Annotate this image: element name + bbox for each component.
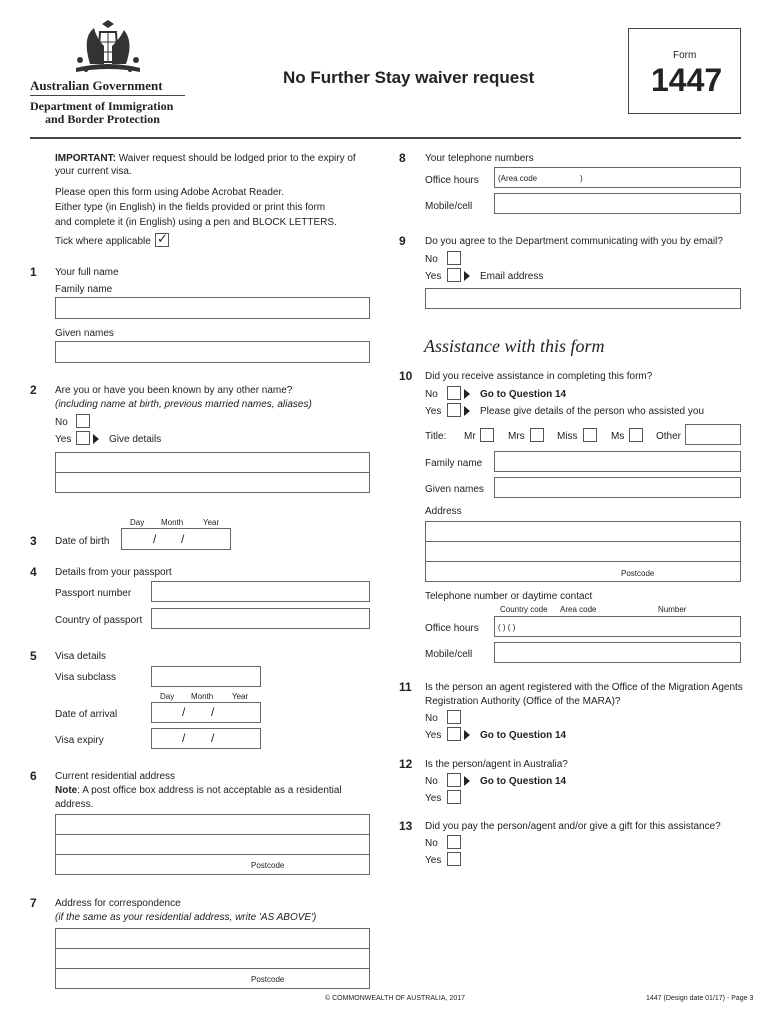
residential-address-line-2[interactable]	[55, 834, 370, 855]
q13-number: 13	[399, 819, 413, 833]
q10-no-checkbox[interactable]	[447, 386, 461, 400]
q10-phone-label: Telephone number or daytime contact	[425, 591, 593, 602]
q6-note-text-2: address.	[55, 799, 94, 810]
q13-no-label: No	[425, 838, 438, 849]
q7-label: Address for correspondence	[55, 898, 181, 909]
q2-number: 2	[30, 383, 37, 397]
q10-title-label: Title:	[425, 431, 447, 442]
q2-no-checkbox[interactable]	[76, 414, 90, 428]
q13-yes-checkbox[interactable]	[447, 852, 461, 866]
q5-number: 5	[30, 649, 37, 663]
q11-no-checkbox[interactable]	[447, 710, 461, 724]
q9-no-label: No	[425, 254, 438, 265]
q2-yes-checkbox[interactable]	[76, 431, 90, 445]
q2-arrow-icon	[93, 434, 99, 444]
q11-goto-q14: Go to Question 14	[480, 730, 567, 741]
copyright-notice: © COMMONWEALTH OF AUSTRALIA, 2017	[325, 995, 465, 1002]
q13-no-checkbox[interactable]	[447, 835, 461, 849]
q10-family-name-label: Family name	[425, 458, 483, 469]
form-number: 1447	[651, 62, 723, 98]
form-label: Form	[673, 50, 697, 61]
instruction-line-3: and complete it (in English) using a pen and BLOCK LETTERS.	[55, 217, 337, 228]
q10-mr-label: Mr	[464, 431, 476, 442]
q10-label: Did you receive assistance in completing this form?	[425, 371, 653, 382]
q10-office-hours-label: Office hours	[425, 623, 479, 634]
q9-yes-label: Yes	[425, 271, 442, 282]
passport-country-input[interactable]	[151, 608, 370, 629]
q11-no-label: No	[425, 713, 438, 724]
q10-other-title-input[interactable]	[685, 424, 741, 445]
q12-arrow-icon	[464, 776, 470, 786]
q1-label: Your full name	[55, 267, 119, 278]
department-line1: Department of Immigration	[30, 99, 174, 113]
q9-number: 9	[399, 234, 406, 248]
dob-slash-1: /	[153, 532, 157, 546]
arrival-slash-1: /	[182, 705, 186, 719]
q2-label: Are you or have you been known by any other name?	[55, 385, 293, 396]
q12-no-label: No	[425, 776, 438, 787]
q10-address-label: Address	[425, 506, 462, 517]
q5-month-hint: Month	[191, 692, 214, 701]
expiry-slash-2: /	[211, 731, 215, 745]
important-notice	[55, 153, 356, 164]
q10-ms-label: Ms	[611, 431, 625, 442]
q12-no-checkbox[interactable]	[447, 773, 461, 787]
q9-arrow-icon	[464, 271, 470, 281]
correspondence-address-line-3[interactable]	[55, 968, 370, 989]
q3-number: 3	[30, 534, 37, 548]
dob-slash-2: /	[181, 532, 185, 546]
given-names-input[interactable]	[55, 341, 370, 363]
arrival-slash-2: /	[211, 705, 215, 719]
q3-month-hint: Month	[161, 518, 184, 527]
q10-given-names-input[interactable]	[494, 477, 741, 498]
q10-number-hint: Number	[658, 605, 687, 614]
q2-details-input-1[interactable]	[55, 452, 370, 473]
government-crest	[66, 20, 150, 76]
q11-label-1: Is the person an agent registered with the Office of the Migration Agents	[425, 682, 743, 693]
q4-label: Details from your passport	[55, 567, 172, 578]
page-title: No Further Stay waiver request	[283, 68, 535, 87]
q2-details-input-2[interactable]	[55, 472, 370, 493]
q1-number: 1	[30, 265, 37, 279]
q4-number: 4	[30, 565, 37, 579]
date-of-birth-input[interactable]	[121, 528, 231, 550]
q8-label: Your telephone numbers	[425, 153, 534, 164]
q11-label-2: Registration Authority (Office of the MARA)?	[425, 696, 621, 707]
q10-mr-checkbox[interactable]	[480, 428, 494, 442]
passport-country-label: Country of passport	[55, 615, 143, 626]
q10-mrs-label: Mrs	[508, 431, 525, 442]
q10-postcode-label: Postcode	[621, 569, 655, 578]
q13-label: Did you pay the person/agent and/or give a gift for this assistance?	[425, 821, 721, 832]
q5-label: Visa details	[55, 651, 106, 662]
q10-office-code-template: ( ) ( )	[498, 623, 516, 632]
q9-email-input[interactable]	[425, 288, 741, 309]
q3-day-hint: Day	[130, 518, 145, 527]
q9-yes-checkbox[interactable]	[447, 268, 461, 282]
q11-number: 11	[399, 680, 412, 694]
residential-postcode-label: Postcode	[251, 861, 285, 870]
given-names-label: Given names	[55, 328, 114, 339]
instruction-line-2: Either type (in English) in the fields provided or print this form	[55, 202, 326, 213]
correspondence-address-line-2[interactable]	[55, 948, 370, 969]
q3-label: Date of birth	[55, 536, 110, 547]
q8-area-code-hint: (Area code	[498, 174, 538, 183]
visa-expiry-label: Visa expiry	[55, 735, 104, 746]
q10-address-line-1[interactable]	[425, 521, 741, 542]
q12-yes-checkbox[interactable]	[447, 790, 461, 804]
q10-mobile-input[interactable]	[494, 642, 741, 663]
residential-address-line-3[interactable]	[55, 854, 370, 875]
q12-number: 12	[399, 757, 413, 771]
tick-instruction: Tick where applicable	[55, 236, 151, 247]
q10-no-label: No	[425, 389, 438, 400]
q10-family-name-input[interactable]	[494, 451, 741, 472]
department-line2: and Border Protection	[45, 112, 160, 126]
q10-miss-checkbox[interactable]	[583, 428, 597, 442]
passport-number-label: Passport number	[55, 588, 132, 599]
q12-label: Is the person/agent in Australia?	[425, 759, 568, 770]
q9-email-label: Email address	[480, 271, 544, 282]
correspondence-address-line-1[interactable]	[55, 928, 370, 949]
q11-yes-checkbox[interactable]	[447, 727, 461, 741]
important-label: IMPORTANT:	[55, 153, 116, 164]
q2-no-label: No	[55, 417, 68, 428]
q3-year-hint: Year	[203, 518, 220, 527]
q7-number: 7	[30, 896, 37, 910]
correspondence-postcode-label: Postcode	[251, 975, 285, 984]
q10-office-hours-input[interactable]	[494, 616, 741, 637]
q10-mrs-checkbox[interactable]	[530, 428, 544, 442]
instruction-line-1: Please open this form using Adobe Acrobat Reader.	[55, 187, 285, 198]
q11-yes-label: Yes	[425, 730, 442, 741]
q10-mobile-label: Mobile/cell	[425, 649, 473, 660]
q10-other-label: Other	[656, 431, 682, 442]
q10-address-line-2[interactable]	[425, 541, 741, 562]
q6-note-text: : A post office box address is not acceptable as a residential	[77, 785, 342, 796]
q5-year-hint: Year	[232, 692, 249, 701]
date-of-arrival-label: Date of arrival	[55, 709, 118, 720]
q10-give-details: Please give details of the person who assisted you	[480, 406, 705, 417]
tick-mark: ✓	[157, 231, 168, 246]
q8-number: 8	[399, 151, 406, 165]
q8-office-hours-label: Office hours	[425, 175, 479, 186]
visa-subclass-label: Visa subclass	[55, 672, 116, 683]
date-of-arrival-input[interactable]	[151, 702, 261, 723]
important-text-2: your current visa.	[55, 166, 132, 177]
q10-area-code-hint: Area code	[560, 605, 597, 614]
q6-note	[55, 785, 342, 796]
family-name-input[interactable]	[55, 297, 370, 319]
q2-yes-label: Yes	[55, 434, 72, 445]
q7-sublabel: (if the same as your residential address, write 'AS ABOVE')	[55, 912, 317, 923]
q9-no-checkbox[interactable]	[447, 251, 461, 265]
design-date-page: 1447 (Design date 01/17) - Page 3	[646, 995, 754, 1002]
government-name: Australian Government	[30, 78, 163, 93]
header-divider	[30, 137, 741, 139]
q12-yes-label: Yes	[425, 793, 442, 804]
q5-day-hint: Day	[160, 692, 175, 701]
q10-number: 10	[399, 369, 413, 383]
q6-note-label: Note	[55, 785, 78, 796]
header-divider-short	[30, 95, 185, 96]
q10-yes-arrow-icon	[464, 406, 470, 416]
q8-area-code-close: )	[580, 174, 583, 183]
q13-yes-label: Yes	[425, 855, 442, 866]
visa-subclass-input[interactable]	[151, 666, 261, 687]
visa-expiry-input[interactable]	[151, 728, 261, 749]
q10-ms-checkbox[interactable]	[629, 428, 643, 442]
q9-label: Do you agree to the Department communicating with you by email?	[425, 236, 723, 247]
q2-sublabel: (including name at birth, previous married names, aliases)	[55, 399, 312, 410]
q8-mobile-label: Mobile/cell	[425, 201, 473, 212]
important-text: Waiver request should be lodged prior to the expiry of	[115, 153, 356, 164]
q10-goto-q14: Go to Question 14	[480, 389, 567, 400]
q11-arrow-icon	[464, 730, 470, 740]
q10-address-line-3[interactable]	[425, 561, 741, 582]
q10-yes-checkbox[interactable]	[447, 403, 461, 417]
expiry-slash-1: /	[182, 731, 186, 745]
q10-country-code-hint: Country code	[500, 605, 548, 614]
q2-give-details: Give details	[109, 434, 162, 445]
assistance-heading: Assistance with this form	[424, 336, 605, 356]
q10-no-arrow-icon	[464, 389, 470, 399]
q8-mobile-input[interactable]	[494, 193, 741, 214]
q6-number: 6	[30, 769, 37, 783]
q10-yes-label: Yes	[425, 406, 442, 417]
q6-label: Current residential address	[55, 771, 176, 782]
q10-given-names-label: Given names	[425, 484, 484, 495]
q10-miss-label: Miss	[557, 431, 578, 442]
passport-number-input[interactable]	[151, 581, 370, 602]
q12-goto-q14: Go to Question 14	[480, 776, 567, 787]
residential-address-line-1[interactable]	[55, 814, 370, 835]
family-name-label: Family name	[55, 284, 113, 295]
